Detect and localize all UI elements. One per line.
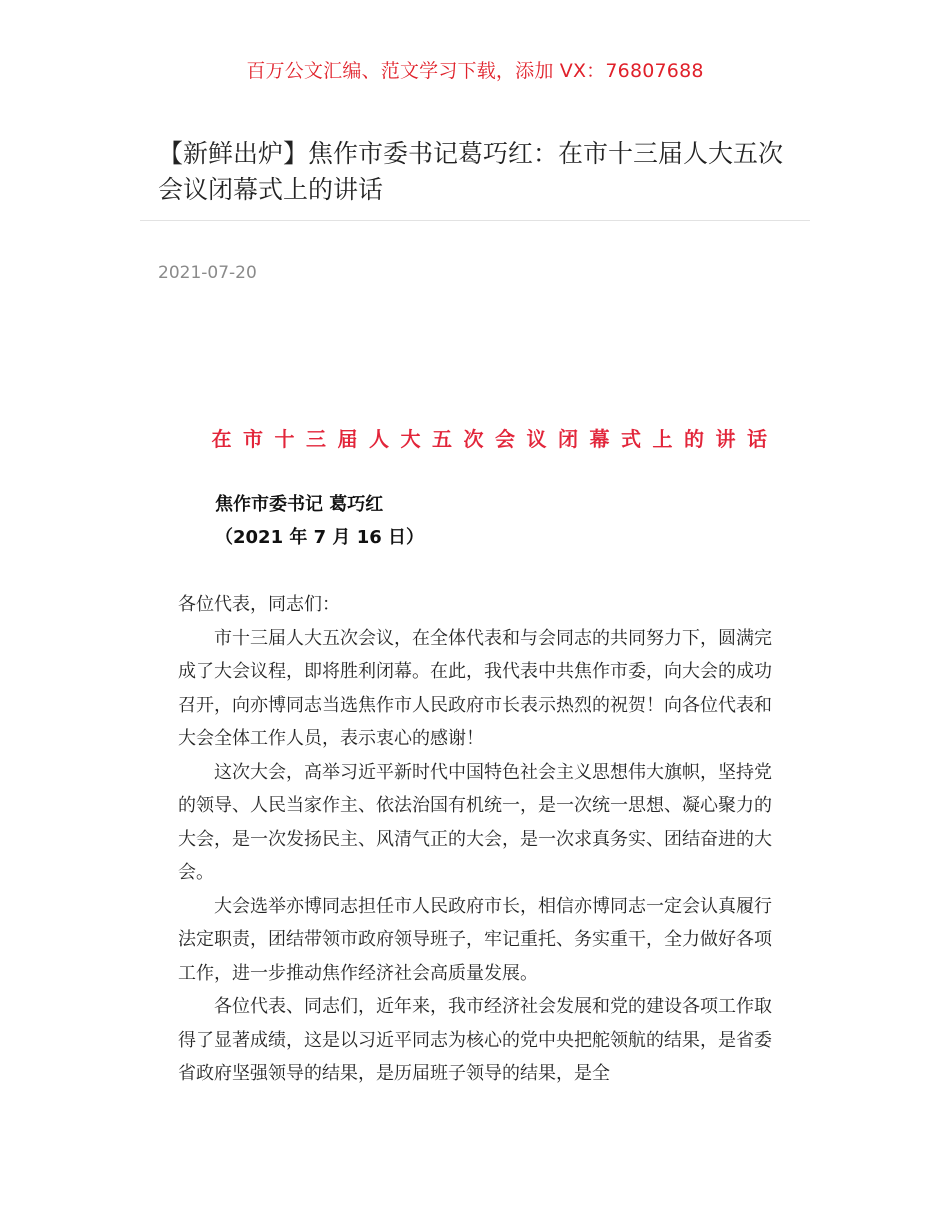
salutation: 各位代表，同志们： [178, 594, 340, 615]
paragraph: 这次大会，高举习近平新时代中国特色社会主义思想伟大旗帜，坚持党的领导、人民当家作主、依法治国有机统一，是一次统一思想、凝心聚力的大会，是一次发扬民主、风清气正的大会，是一次求真务实、团结奋进的大会。 [178, 761, 772, 883]
publish-date: 2021-07-20 [158, 263, 257, 283]
speech-date: （2021 年 7 月 16 日） [215, 527, 425, 548]
paragraph: 市十三届人大五次会议，在全体代表和与会同志的共同努力下，圆满完成了大会议程，即将胜利闭幕。在此，我代表中共焦作市委，向大会的成功召开，向亦博同志当选焦作市人民政府市长表示热烈的祝贺！向各位代表和大会全体工作人员，表示衷心的感谢！ [178, 627, 772, 749]
promo-banner: 百万公文汇编、范文学习下载，添加 VX：76807688 [246, 60, 704, 82]
article-title: 【新鲜出炉】焦作市委书记葛巧红：在市十三届人大五次会议闭幕式上的讲话 [158, 139, 784, 204]
speaker-line: 焦作市委书记 葛巧红 [215, 494, 384, 515]
speech-body [178, 588, 772, 1091]
speech-heading: 在市十三届人大五次会议闭幕式上的讲话 [211, 427, 779, 451]
title-divider [140, 220, 810, 221]
paragraph: 各位代表、同志们，近年来，我市经济社会发展和党的建设各项工作取得了显著成绩，这是以习近平同志为核心的党中央把舵领航的结果，是省委省政府坚强领导的结果，是历届班子领导的结果，是全 [178, 996, 772, 1084]
paragraph: 大会选举亦博同志担任市人民政府市长，相信亦博同志一定会认真履行法定职责，团结带领市政府领导班子，牢记重托、务实重干，全力做好各项工作，进一步推动焦作经济社会高质量发展。 [178, 895, 772, 984]
